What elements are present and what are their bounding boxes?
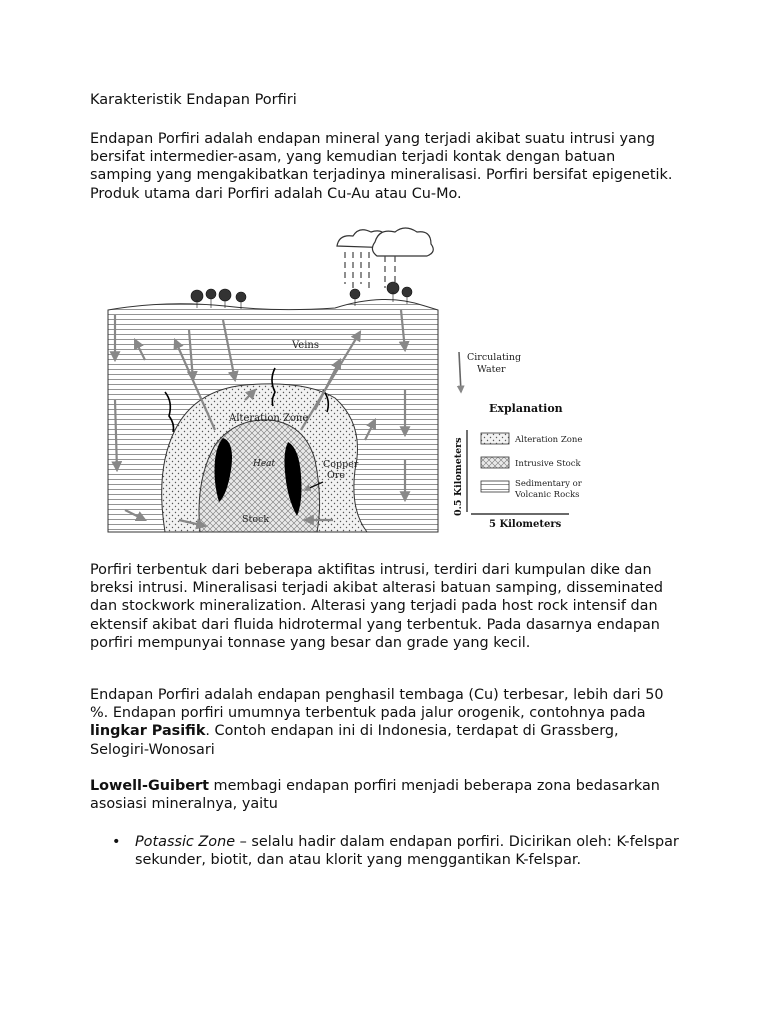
legend-alteration-label: Alteration Zone <box>515 435 583 445</box>
list-item <box>90 833 680 869</box>
pacific-ring-bold: lingkar Pasifik <box>90 723 206 740</box>
circulating-water-arrow <box>459 352 461 392</box>
copper-ore-label: Ore <box>327 470 345 481</box>
legend-sedimentary-label: Volcanic Rocks <box>515 490 580 500</box>
zone-list <box>90 833 680 869</box>
explanation-label: Explanation <box>489 402 563 415</box>
legend-swatch-intrusive <box>481 457 509 468</box>
veins-label: Veins <box>292 340 319 351</box>
intro-paragraph: Endapan Porfiri adalah endapan mineral yang terjadi akibat suatu intrusi yang bersifat intermedier-asam, yang kemudian terjadi kontak dengan batuan samping yang mengakibatkan terjadinya mineralisasi. Porfiri bersifat epigenetik. Produk utama dari Porfiri adalah Cu-Au atau Cu-Mo. <box>90 131 673 202</box>
stock-label: Stock <box>242 514 270 525</box>
zones-paragraph <box>90 777 680 813</box>
legend-intrusive-label: Intrusive Stock <box>515 459 581 469</box>
diagram-legend <box>453 402 583 530</box>
legend-swatch-alteration <box>481 433 509 444</box>
potassic-zone-text: – selalu hadir dalam endapan porfiri. Dicirikan oleh: K-felspar sekunder, biotit, dan atau klorit yang menggantikan K-felspar. <box>135 834 679 869</box>
copper-paragraph-text-1: Endapan Porfiri adalah endapan penghasil tembaga (Cu) terbesar, lebih dari 50 %. Endapan porfiri umumnya terbentuk pada jalur orogenik, contohnya pada <box>90 687 664 722</box>
vertical-scale-label: 0.5 Kilometers <box>453 437 464 516</box>
formation-paragraph: Porfiri terbentuk dari beberapa aktifitas intrusi, terdiri dari kumpulan dike dan breksi intrusi. Mineralisasi terjadi akibat alterasi batuan samping, disseminated dan stockwork mineralization. Alterasi yang terjadi pada host rock intensif dan ektensif akibat dari fluida hidrotermal yang terbentuk. Pada dasarnya endapan porfiri mempunyai tonnase yang besar dan grade yang kecil. <box>90 562 663 651</box>
document-title: Karakteristik Endapan Porfiri <box>90 92 297 108</box>
cloud-icon <box>337 228 433 256</box>
porphyry-deposit-diagram <box>105 220 585 550</box>
bullet-marker: • <box>112 834 121 850</box>
lowell-guibert-bold: Lowell-Guibert <box>90 778 209 794</box>
legend-swatch-sedimentary <box>481 481 509 492</box>
rain-icon <box>345 252 395 290</box>
copper-paragraph-text-2: . Contoh endapan ini di Indonesia, terdapat di Grassberg, Selogiri-Wonosari <box>90 723 619 758</box>
potassic-zone-term: Potassic Zone <box>135 834 236 850</box>
circulating-water-label: Water <box>477 364 506 375</box>
copper-ore-label: Copper <box>323 459 359 470</box>
heat-label: Heat <box>253 459 276 469</box>
horizontal-scale-label: 5 Kilometers <box>489 519 562 530</box>
zones-paragraph-text: membagi endapan porfiri menjadi beberapa zona bedasarkan asosiasi mineralnya, yaitu <box>90 778 660 813</box>
copper-paragraph <box>90 686 680 759</box>
circulating-water-label: Circulating <box>467 352 522 363</box>
alteration-zone-label: Alteration Zone <box>229 413 309 424</box>
legend-sedimentary-label: Sedimentary or <box>515 479 582 489</box>
